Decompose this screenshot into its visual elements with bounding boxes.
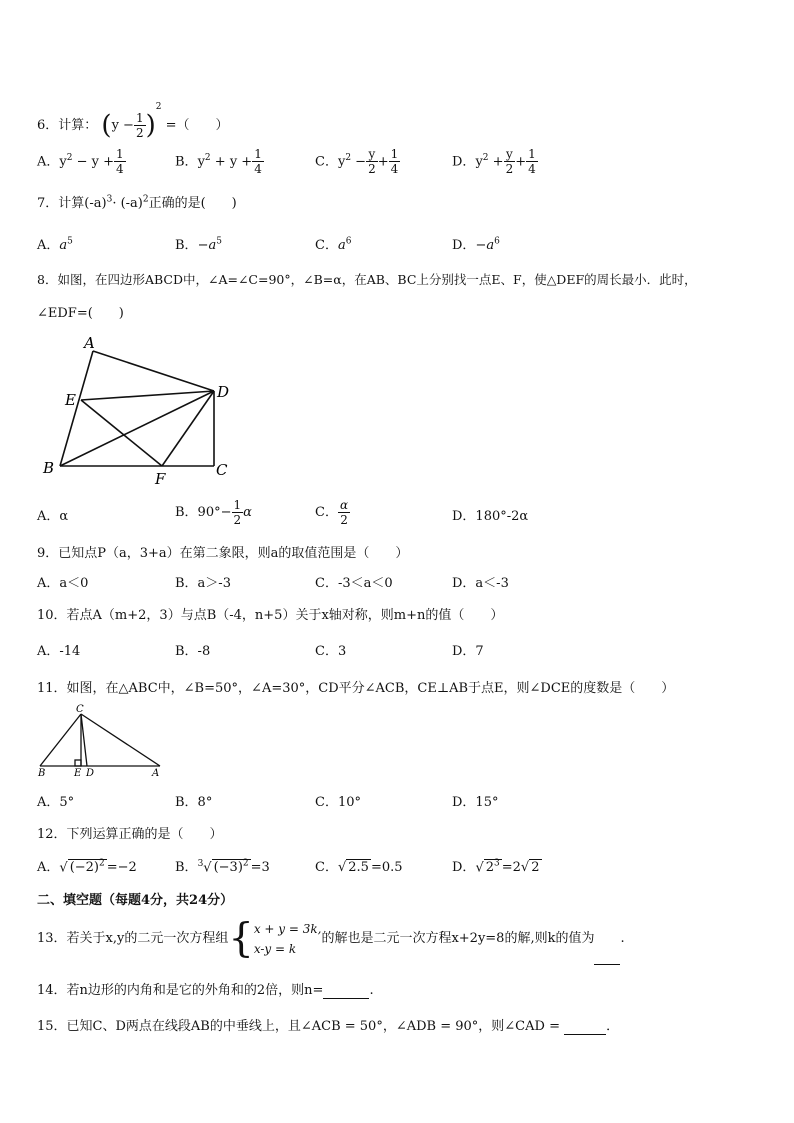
q11-option-b[interactable]: B．8°: [175, 795, 213, 810]
q11-option-d[interactable]: D．15°: [452, 795, 499, 810]
brace-icon: {: [228, 915, 254, 962]
q14-answer-blank[interactable]: [323, 983, 369, 999]
q6-stem: 6．计算：: [37, 118, 98, 133]
q6-option-d[interactable]: D．$y^2$ + $\frac{y}{2}$ + $\frac{1}{4}$: [452, 147, 536, 177]
q9-option-a[interactable]: A．a＜0: [37, 576, 89, 591]
q11-label-e: E: [74, 768, 82, 778]
q8-option-b[interactable]: B．90°− $\frac{1}{2}$ α: [175, 498, 252, 527]
q6-option-a[interactable]: A．$y^2 - y$ + $\frac{1}{4}$: [37, 147, 124, 177]
q8-option-c[interactable]: C． $\frac{\alpha}{2}$: [315, 498, 349, 527]
question-7: 7．计算$(-a)^3\cdot (-a)^2$正确的是( ): [37, 194, 237, 211]
q8-label-a: A: [84, 334, 95, 352]
q13-answer-blank[interactable]: [594, 914, 620, 965]
q11-label-b: B: [38, 768, 46, 778]
q12-option-b[interactable]: B．$^3$√ $(-3)^2 =3$: [175, 858, 270, 875]
q7-option-c[interactable]: C．$a^6$: [315, 236, 352, 253]
q15-answer-blank[interactable]: [564, 1019, 606, 1035]
q9-option-d[interactable]: D．a＜-3: [452, 576, 509, 591]
q7-option-b[interactable]: B．$-a^5$: [175, 236, 222, 253]
section-fill-in-title: 二、填空题（每题4分，共24分）: [37, 893, 234, 908]
question-11: 11．如图，在△ABC中，∠B=50°，∠A=30°，CD平分∠ACB，CE⊥AB于点E，则∠DCE的度数是（ ）: [37, 681, 675, 696]
q12-option-c[interactable]: C．√ 2.5 =0.5: [315, 860, 403, 875]
q11-label-d: D: [86, 768, 95, 778]
q12-option-d[interactable]: D．√ $2^3 =2√$ 2: [452, 858, 540, 875]
q11-figure: [36, 702, 166, 778]
q8-line2: ∠EDF=( ): [37, 306, 124, 321]
q6-option-c[interactable]: C．$y^2$ − $\frac{y}{2}$ + $\frac{1}{4}$: [315, 147, 399, 177]
q8-label-e: E: [65, 391, 76, 409]
q8-label-b: B: [43, 459, 55, 477]
q8-figure: [38, 333, 238, 485]
q9-option-b[interactable]: B．a＞-3: [175, 576, 231, 591]
q8-label-c: C: [216, 461, 228, 479]
q8-line1: 8．如图，在四边形ABCD中，∠A=∠C=90°，∠B=α，在AB、BC上分别找一点E、F，使△DEF的周长最小．此时，: [37, 272, 697, 287]
q10-option-b[interactable]: B．-8: [175, 644, 211, 659]
q8-label-f: F: [155, 470, 166, 485]
q9-option-c[interactable]: C．-3＜a＜0: [315, 576, 393, 591]
q6-paren: =（ ）: [165, 118, 229, 133]
q7-option-d[interactable]: D．$-a^6$: [452, 236, 500, 253]
question-12: 12．下列运算正确的是（ ）: [37, 827, 223, 842]
question-9: 9．已知点P（a，3+a）在第二象限，则a的取值范围是（ ）: [37, 546, 409, 561]
question-10: 10．若点A（m+2，3）与点B（-4，n+5）关于x轴对称，则m+n的值（ ）: [37, 608, 504, 623]
q7-option-a[interactable]: A．$a^5$: [37, 236, 73, 253]
q11-option-c[interactable]: C．10°: [315, 795, 361, 810]
q10-option-d[interactable]: D．7: [452, 644, 484, 659]
q6-expression: (y − $\frac{1}{2}$ )$^2$: [101, 102, 162, 141]
q11-option-a[interactable]: A．5°: [37, 795, 75, 810]
q8-option-a[interactable]: A．α: [37, 509, 69, 524]
q6-option-b[interactable]: B．$y^2 + y$ + $\frac{1}{4}$: [175, 147, 262, 177]
q11-label-a: A: [152, 768, 160, 778]
question-6: [37, 92, 229, 141]
question-13: 13．若关于x,y的二元一次方程组{ x + y = 3k, x-y = k 的解也是二元一次方程x+2y=8的解,则k的值为 .: [37, 914, 625, 965]
q8-option-d[interactable]: D．180°-2α: [452, 509, 529, 524]
question-14: 14．若n边形的内角和是它的外角和的2倍，则n= .: [37, 983, 374, 998]
q12-option-a[interactable]: A．√ $(-2)^2 =-2$: [37, 858, 137, 875]
question-15: 15．已知C、D两点在线段AB的中垂线上，且∠ACB = 50°，∠ADB = 90°，则∠CAD = ．: [37, 1019, 620, 1034]
q10-option-a[interactable]: A．-14: [37, 644, 81, 659]
q8-label-d: D: [217, 383, 230, 401]
q10-option-c[interactable]: C．3: [315, 644, 347, 659]
q11-label-c: C: [76, 704, 84, 715]
